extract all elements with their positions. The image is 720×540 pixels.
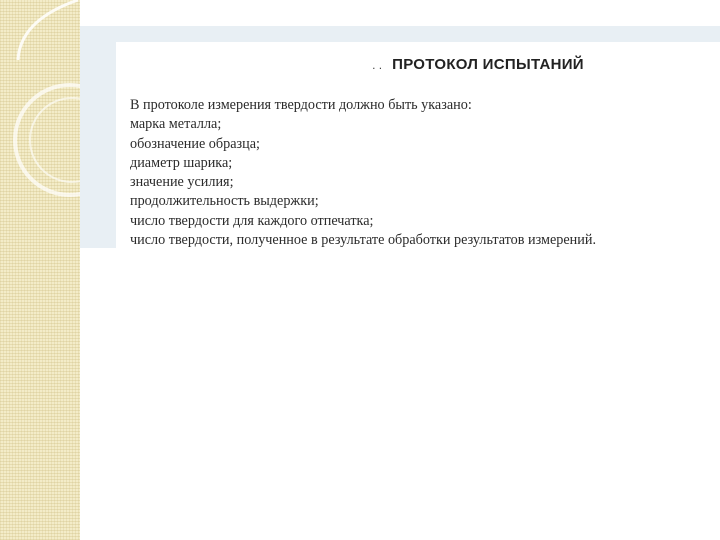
title-prefix: . .: [372, 58, 383, 72]
list-item-hardness-per-indent: число твердости для каждого отпечатка;: [130, 212, 374, 229]
list-item-dwell-time: продолжительность выдержки;: [130, 193, 319, 210]
decorative-left-band: [0, 0, 80, 540]
title-line: [116, 56, 720, 73]
requirements-list: [130, 96, 596, 250]
decorative-arcs: [0, 0, 80, 260]
document-title: ПРОТОКОЛ ИСПЫТАНИЙ: [392, 56, 584, 73]
intro-line: В протоколе измерения твердости должно быть указано:: [130, 97, 472, 113]
list-item-processed-hardness: число твердости, полученное в результате обработки результатов измерений.: [130, 232, 597, 249]
list-item-metal-grade: марка металла;: [130, 116, 222, 133]
document-image: [116, 42, 720, 254]
list-item-ball-diameter: диаметр шарика;: [130, 154, 233, 171]
list-item-sample-id: обозначение образца;: [130, 135, 260, 152]
list-item-force-value: значение усилия;: [130, 174, 234, 191]
